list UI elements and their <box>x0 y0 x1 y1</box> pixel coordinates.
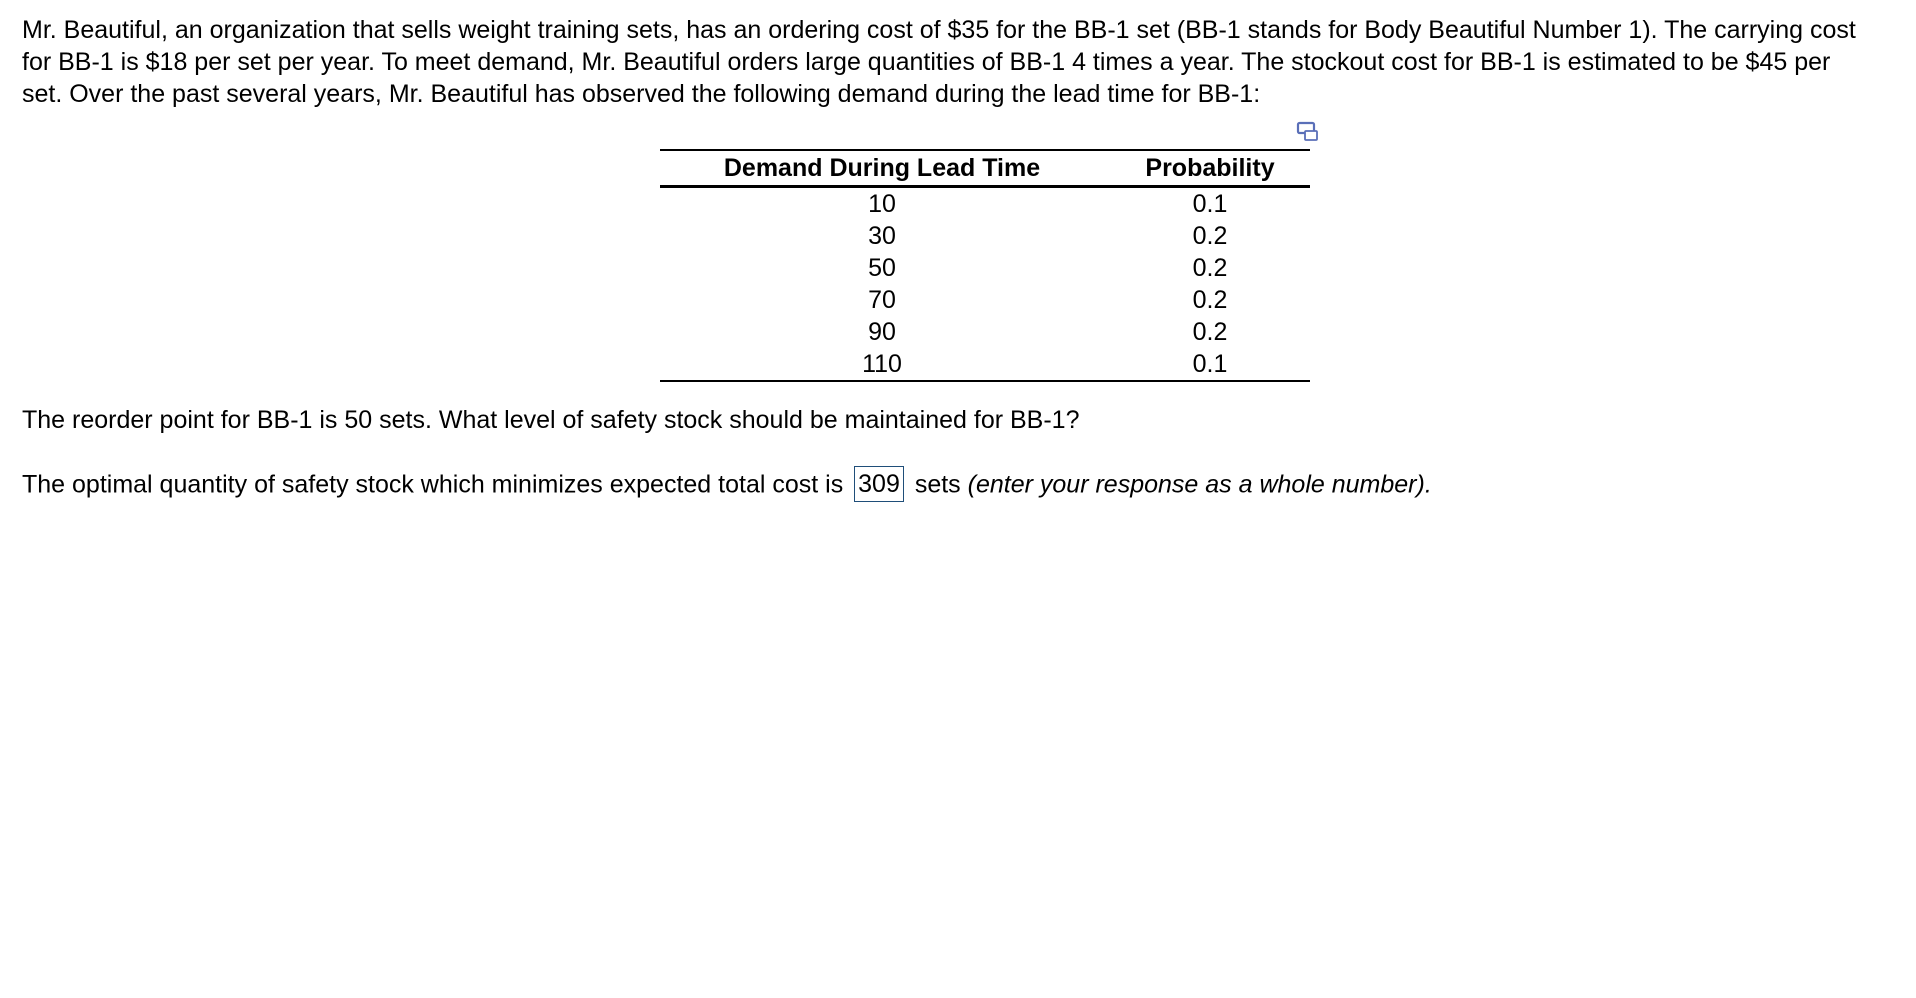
probability-cell: 0.2 <box>1192 253 1228 282</box>
header-probability: Probability <box>1110 150 1310 187</box>
table-row <box>660 187 1310 221</box>
table-row <box>660 316 1310 348</box>
problem-text <box>22 14 1916 110</box>
problem-line-2: for BB-1 is $18 per set per year. To meet demand, Mr. Beautiful orders large quantities of BB-1 4 times a year. The stockout cost for BB-1 is estimated to be $45 per <box>22 48 1831 76</box>
question-text: The reorder point for BB-1 is 50 sets. What level of safety stock should be maintained for BB-1? <box>22 406 1080 434</box>
demand-cell: 70 <box>868 285 896 314</box>
answer-hint: (enter your response as a whole number). <box>967 470 1432 499</box>
probability-cell: 0.2 <box>1192 285 1228 314</box>
table-row <box>660 220 1310 252</box>
answer-line <box>22 468 1432 504</box>
header-demand: Demand During Lead Time <box>660 150 1110 187</box>
demand-cell: 30 <box>868 221 896 250</box>
table-row <box>660 252 1310 284</box>
demand-table <box>660 149 1310 382</box>
probability-cell: 0.2 <box>1192 221 1228 250</box>
probability-cell: 0.2 <box>1192 317 1228 346</box>
probability-cell: 0.1 <box>1192 189 1228 218</box>
answer-prefix: The optimal quantity of safety stock which minimizes expected total cost is <box>22 470 844 499</box>
problem-line-3: set. Over the past several years, Mr. Beautiful has observed the following demand during the lead time for BB-1: <box>22 80 1261 108</box>
demand-cell: 90 <box>868 317 896 346</box>
probability-cell: 0.1 <box>1110 348 1310 381</box>
demand-cell: 50 <box>868 253 896 282</box>
problem-line-1: Mr. Beautiful, an organization that sells weight training sets, has an ordering cost of $35 for the BB-1 set (BB-1 stands for Body Beautiful Number 1). The carrying cost <box>22 16 1856 44</box>
answer-input[interactable]: 309 <box>854 466 904 502</box>
table-row <box>660 284 1310 316</box>
table-header-row <box>660 150 1310 187</box>
answer-suffix: sets <box>914 470 961 499</box>
table-row <box>660 348 1310 381</box>
demand-cell: 10 <box>868 189 896 218</box>
demand-cell: 110 <box>660 348 1110 381</box>
copy-icon[interactable] <box>1296 120 1320 144</box>
